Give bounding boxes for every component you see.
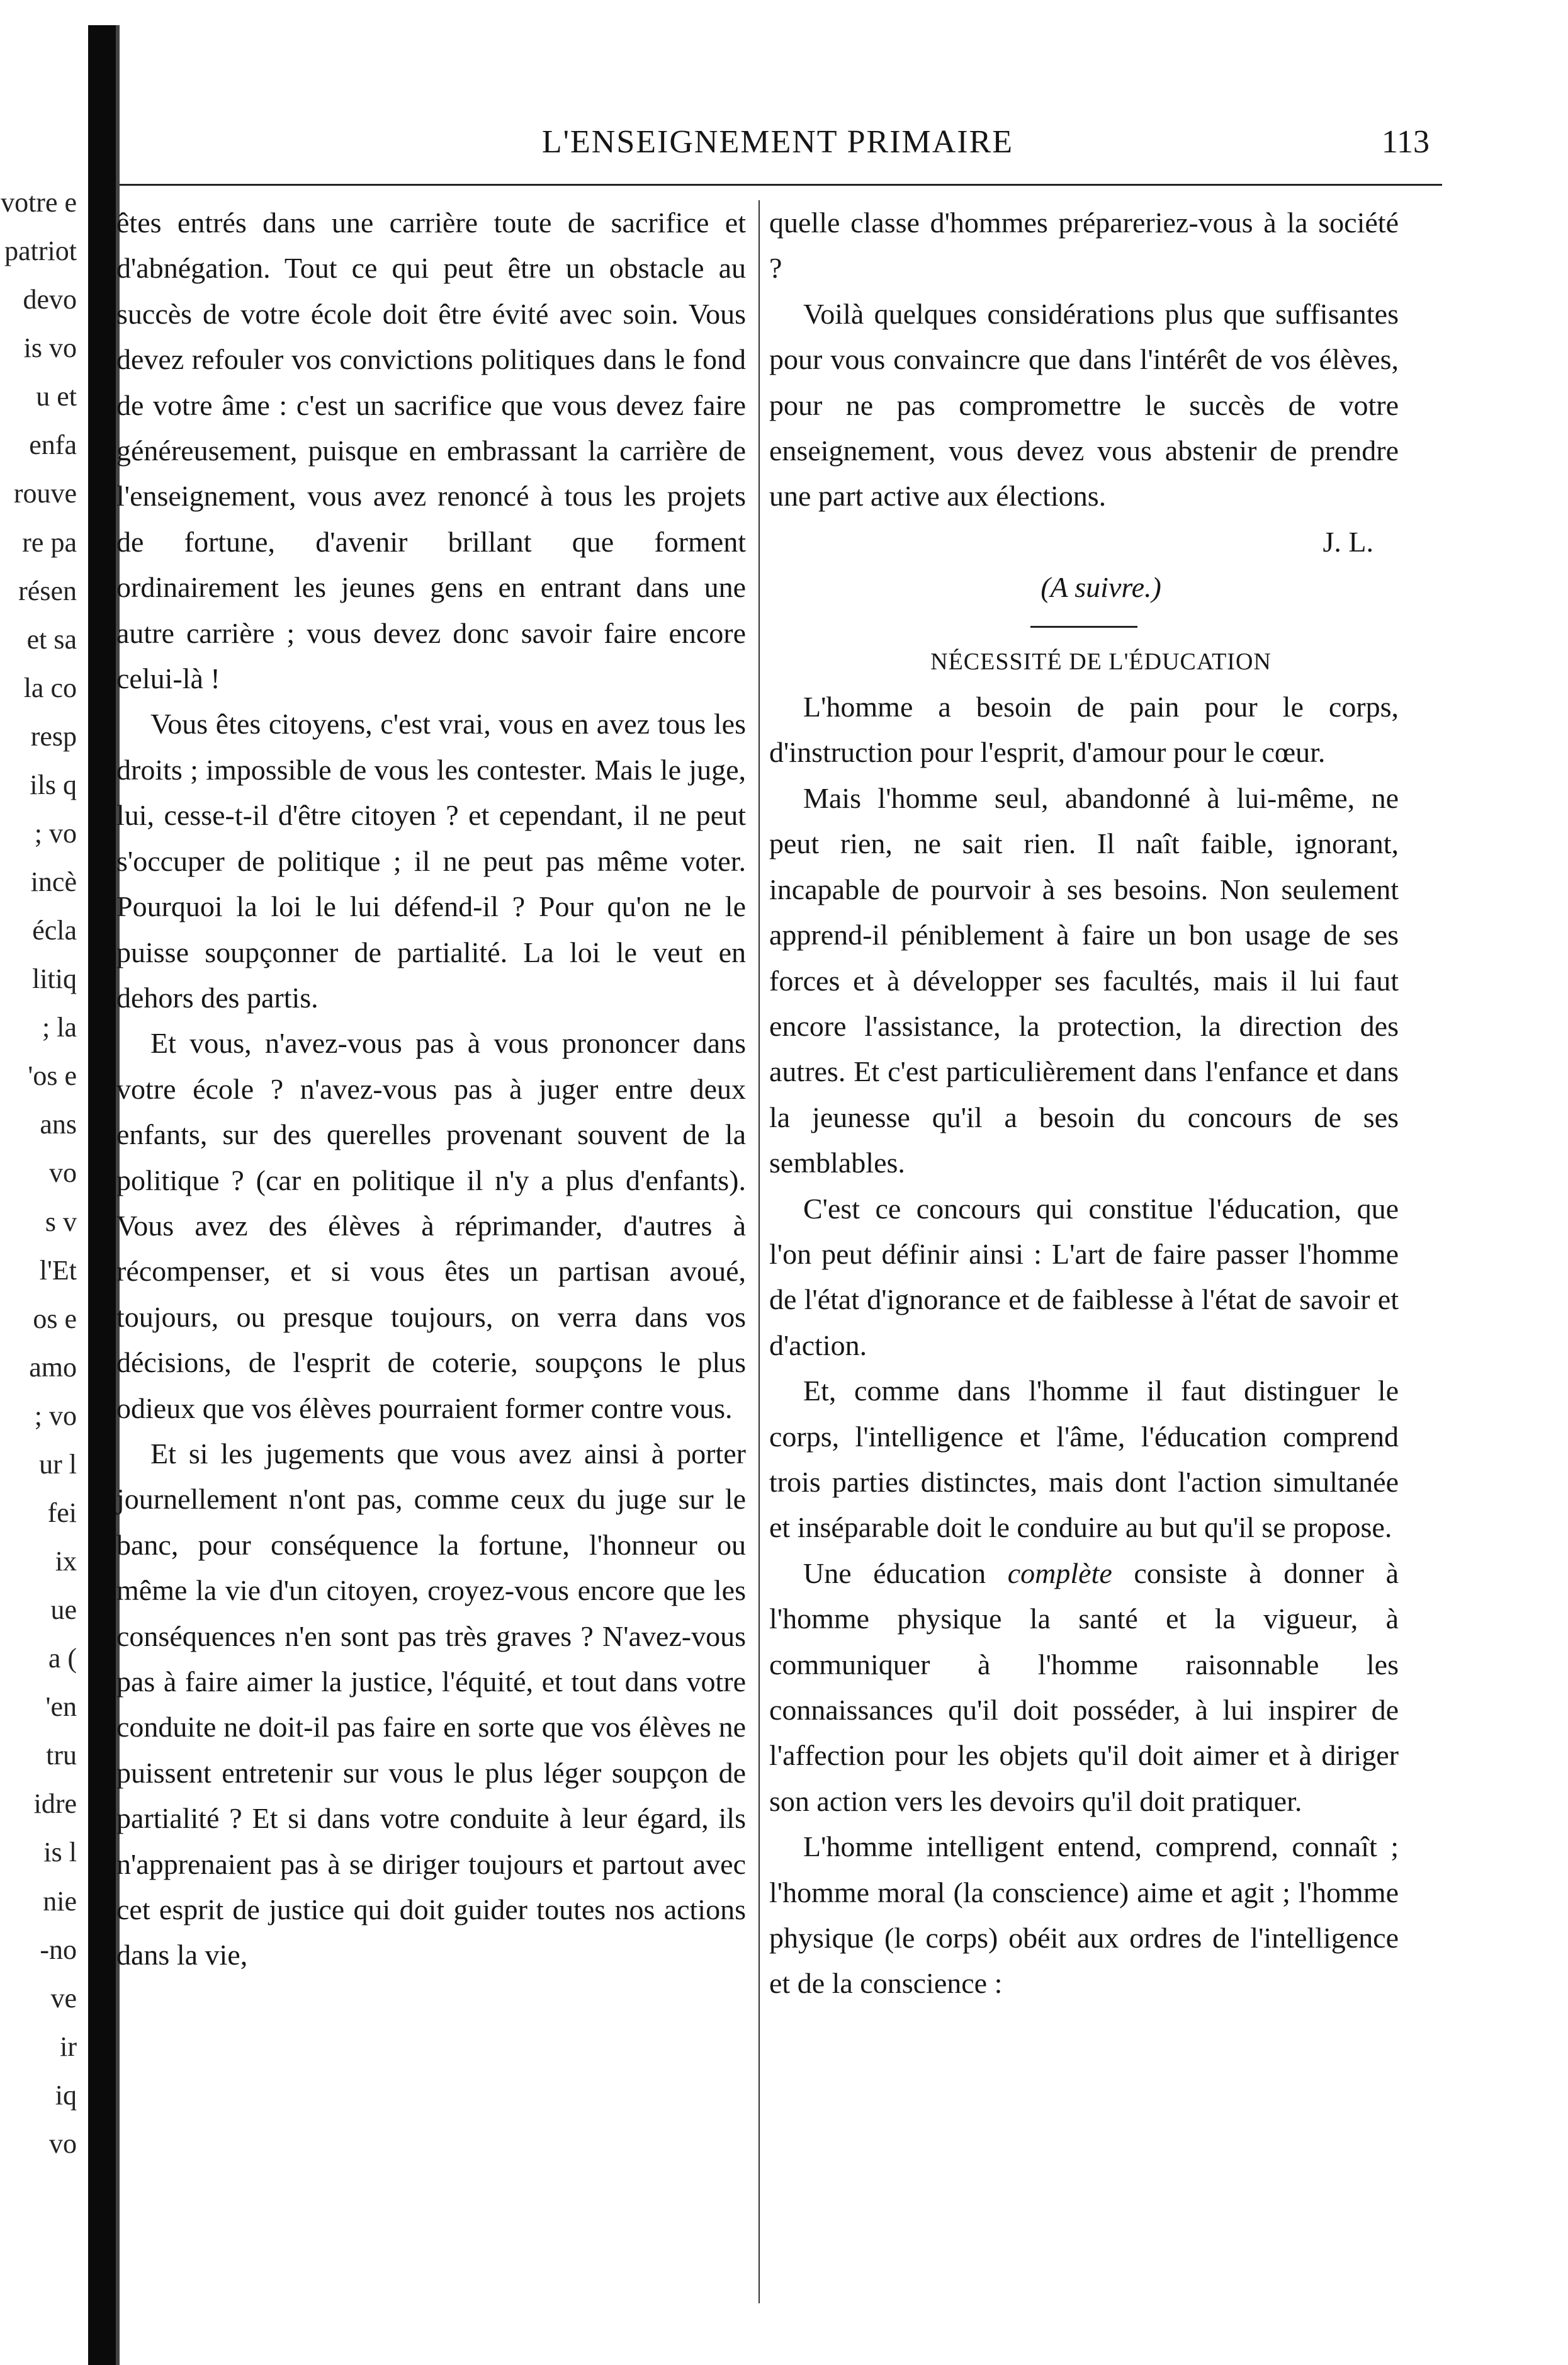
paragraph: Mais l'homme seul, abandonné à lui-même, ne peut rien, ne sait rien. Il naît faible, ignorant, incapable de pourvoir à ses besoins. Non seulement apprend-il péniblement à faire un bon usage de ses forces et à développer ses facultés, mais il lui faut encore l'assistance, la protection, la direction des autres. Et c'est particulièrement dans l'enfance et dans la jeunesse qu'il a besoin du concours de ses semblables. [769,781,1399,1179]
text-run: Une éducation [803,1557,1008,1589]
bleed-fragment: re pa [22,526,77,558]
bleed-fragment: idre [33,1788,77,1820]
bleed-fragment: vo [49,2128,77,2159]
bleed-fragment: is vo [23,332,77,364]
bleed-fragment: ans [40,1109,77,1140]
bleed-fragment: vo [49,1157,77,1189]
bleed-fragment: ; la [42,1012,77,1043]
running-title: L'ENSEIGNEMENT PRIMAIRE [541,124,1014,160]
paragraph: Et, comme dans l'homme il faut distinguer le corps, l'intelligence et l'âme, l'éducation comprend trois parties distinctes, mais dont l'action simultanée et inséparable doit le conduire au but qu'il se propose. [769,1375,1399,1544]
paragraph: L'homme a besoin de pain pour le corps, d'instruction pour l'esprit, d'amour pour le cœur. [769,691,1399,769]
paragraph: Et vous, n'avez-vous pas à vous prononcer dans votre école ? n'avez-vous pas à juger entre deux enfants, sur des querelles provenant souvent de la politique ? (car en politique il n'y a plus d'enfants). Vous avez des élèves à réprimander, d'autres à récompenser, et si vous êtes un partisan avoué, toujours, ou presque toujours, on verra dans vos décisions, de l'esprit de coterie, soupçons le plus odieux que vos élèves pourraient former contre vous. [116,1027,746,1424]
bleed-fragment: ; vo [34,1400,77,1431]
page-number: 113 [1381,124,1430,160]
bleed-fragment: enfa [29,429,77,461]
bleed-fragment: écla [32,915,77,946]
facing-page-bleed [0,0,94,2365]
paragraph: C'est ce concours qui constitue l'éducation, que l'on peut définir ainsi : L'art de faire passer l'homme de l'état d'ignorance et de faiblesse à l'état de savoir et d'action. [769,1192,1399,1361]
bleed-fragment: litiq [32,963,77,995]
binding-shadow [88,25,116,2365]
emphasis: complète [1007,1557,1112,1589]
bleed-fragment: l'Et [39,1254,77,1286]
paragraph: êtes entrés dans une carrière toute de sacrifice et d'abnégation. Tout ce qui peut être un obstacle au succès de votre école doit être évité avec soin. Vous devez refouler vos convictions politiques dans le fond de votre âme : c'est un sacrifice que vous devez faire généreusement, puisque en embrassant la carrière de l'enseignement, vous avez renoncé à tous les projets de fortune, d'avenir brillant que forment ordinairement les jeunes gens en entrant dans une autre carrière ; vous devez donc savoir faire encore celui-là ! [116,207,746,695]
to-be-continued: (A suivre.) [1041,571,1161,604]
bleed-fragment: tru [46,1740,77,1771]
right-column [769,200,1399,2007]
bleed-fragment: incè [30,866,77,898]
bleed-fragment: 'en [45,1691,77,1723]
paragraph: Et si les jugements que vous avez ainsi à porter journellement n'ont pas, comme ceux du juge sur le banc, pour conséquence la fortune, l'honneur ou même la vie d'un citoyen, croyez-vous encore que les conséquences n'en sont pas très graves ? N'avez-vous pas à faire aimer la justice, l'équité, et tout dans votre conduite ne doit-il pas faire en sorte que vos élèves ne puissent entretenir sur vous le plus léger soupçon de partialité ? Et si dans votre conduite à leur égard, ils n'apprenaient pas à se diriger toujours et partout avec cet esprit de justice qui doit guider toutes nos actions dans la vie, [116,1437,746,1971]
bleed-fragment: os e [33,1303,77,1334]
header-rule [120,184,1442,186]
bleed-fragment: la co [23,672,77,703]
bleed-fragment: iq [55,2079,77,2111]
paragraph: Vous êtes citoyens, c'est vrai, vous en avez tous les droits ; impossible de vous les contester. Mais le juge, lui, cesse-t-il d'être citoyen ? et cependant, il ne peut s'occuper de politique ; il ne peut pas même voter. Pourquoi la loi le lui défend-il ? Pour qu'on ne le puisse soupçonner de partialité. La loi le veut en dehors des partis. [116,708,746,1014]
bleed-fragment: et sa [26,623,77,655]
bleed-fragment: amo [29,1351,77,1383]
bleed-fragment: 'os e [28,1060,77,1092]
bleed-fragment: ur l [39,1448,77,1480]
text-run: consiste à donner à l'homme physique la santé et la vigueur, à communiquer à l'homme raisonnable les connaissances qu'il doit posséder, à lui inspirer de l'affection pour les objets qu'il doit aimer et à diriger son action vers les devoirs qu'il doit pratiquer. [769,1557,1399,1817]
bleed-fragment: votre e [1,187,77,218]
bleed-fragment: devo [23,284,77,315]
bleed-fragment: patriot [4,235,77,267]
bleed-fragment: resp [30,720,77,752]
bleed-fragment: rouve [13,478,77,509]
column-divider [759,200,760,2303]
bleed-fragment: ue [50,1594,77,1626]
bleed-fragment: is l [43,1837,77,1868]
bleed-fragment: u et [36,381,77,412]
bleed-fragment: résen [18,575,77,606]
bleed-fragment: ix [55,1546,77,1577]
bleed-fragment: -no [40,1934,77,1965]
bleed-fragment: ; vo [34,817,77,849]
left-column [116,200,746,1978]
running-head [126,123,1430,174]
section-rule [1030,626,1137,628]
bleed-fragment: a ( [48,1643,77,1674]
bleed-fragment: ir [60,2031,77,2062]
bleed-fragment: nie [43,1885,77,1917]
paragraph: L'homme intelligent entend, comprend, connaît ; l'homme moral (la conscience) aime et agit ; l'homme physique (le corps) obéit aux ordres de l'intelligence et de la conscience : [769,1830,1399,2000]
paragraph: Voilà quelques considérations plus que suffisantes pour vous convaincre que dans l'intérêt de vos élèves, pour ne pas compromettre le succès de votre enseignement, vous devez vous abstenir de prendre une part active aux élections. [769,297,1399,513]
bleed-fragment: fei [47,1497,77,1528]
bleed-fragment: ils q [30,769,77,800]
bleed-fragment: ve [50,1982,77,2014]
signature: J. L. [1323,525,1373,558]
paragraph: quelle classe d'hommes prépareriez-vous à la société ? [769,207,1399,285]
paragraph [769,1551,1399,1824]
bleed-fragment: s v [45,1206,77,1237]
section-title: NÉCESSITÉ DE L'ÉDUCATION [930,648,1272,675]
